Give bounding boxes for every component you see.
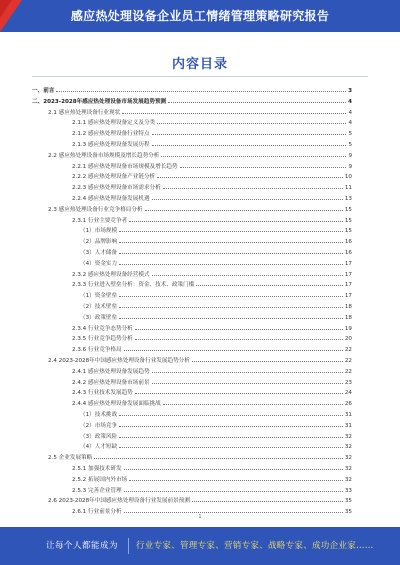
toc-entry-page: 32 xyxy=(344,455,352,462)
toc-entry-page: 31 xyxy=(344,412,352,418)
toc-entry[interactable] xyxy=(32,96,352,105)
toc-entry-page: 17 xyxy=(344,271,352,278)
toc-leader-dots xyxy=(119,436,343,438)
toc-entry[interactable] xyxy=(72,193,352,202)
toc-entry-page: 4 xyxy=(348,120,352,127)
toc-entry[interactable] xyxy=(80,409,352,418)
toc-entry-title: 2.5.3 完善企业管理 xyxy=(72,487,122,494)
toc-entry[interactable] xyxy=(80,441,352,450)
toc-entry[interactable] xyxy=(80,420,352,429)
toc-entry-page: 17 xyxy=(344,282,352,289)
toc-entry[interactable] xyxy=(80,247,352,256)
toc-entry[interactable] xyxy=(80,312,352,321)
toc-entry[interactable] xyxy=(72,463,352,472)
toc-entry-title: 2.4 2023-2028年中国感应热处理设备行业发展趋势分析 xyxy=(48,358,190,364)
toc-entry-page: 32 xyxy=(344,466,352,472)
report-title: 感应热处理设备企业员工情绪管理策略研究报告 xyxy=(70,9,330,23)
toc-entry-page: 5 xyxy=(348,142,352,148)
toc-entry-page: 15 xyxy=(344,206,352,213)
toc-leader-dots xyxy=(152,144,347,146)
toc-entry-page: 3 xyxy=(348,88,352,94)
toc-entry-page: 4 xyxy=(348,109,352,116)
toc-leader-dots xyxy=(163,187,343,189)
toc-leader-dots xyxy=(94,457,343,459)
toc-entry[interactable] xyxy=(48,495,352,504)
toc-title: 内容目录 xyxy=(171,57,228,72)
toc-entry[interactable] xyxy=(72,485,352,494)
toc-entry-page: 9 xyxy=(348,163,352,170)
toc-entry-page: 35 xyxy=(344,498,352,505)
toc-entry-title: （1）技术挑战 xyxy=(80,412,118,418)
toc-leader-dots xyxy=(152,274,343,276)
toc-leader-dots xyxy=(119,306,343,308)
toc-leader-dots xyxy=(124,490,343,492)
toc-entry-title: 2.1 感应热处理设备行业现状 xyxy=(48,109,121,116)
toc-leader-dots xyxy=(119,230,343,232)
toc-entry[interactable] xyxy=(80,258,352,267)
footer-slogan-left: 让每个人都能成为 xyxy=(46,541,119,551)
footer-slogan-right: 行业专家、管理专家、营销专家、战略专家、成功企业家…… xyxy=(136,541,374,551)
toc-leader-dots xyxy=(119,317,343,319)
toc-entry[interactable] xyxy=(72,387,352,396)
toc-entry-page: 32 xyxy=(344,476,352,483)
toc-entry[interactable] xyxy=(72,182,352,191)
toc-entry-title: 2.6 2023-2028年中国感应热处理设备行业发展前景预测 xyxy=(48,498,190,505)
toc-entry-page: 18 xyxy=(344,314,352,321)
toc-entry-title: （3）政策壁垒 xyxy=(80,314,118,321)
toc-entry[interactable] xyxy=(72,474,352,483)
toc-entry-page: 13 xyxy=(344,196,352,202)
toc-entry[interactable] xyxy=(48,204,352,213)
toc-entry[interactable] xyxy=(48,107,352,116)
toc-entry-title: 2.4.2 感应热处理设备市场前景 xyxy=(72,379,150,386)
toc-entry-page: 10 xyxy=(344,174,352,181)
toc-entry-title: 2.3.1 行业主要竞争者 xyxy=(72,217,128,224)
toc-entry[interactable] xyxy=(48,150,352,159)
toc-entry[interactable] xyxy=(72,323,352,332)
toc-leader-dots xyxy=(135,338,343,340)
toc-entry-page: 32 xyxy=(344,444,352,451)
page-number: 1 xyxy=(198,514,202,520)
toc-entry[interactable] xyxy=(80,301,352,310)
toc-entry-title: 2.4.1 感应热处理设备发展趋势 xyxy=(72,368,150,375)
toc-entry-title: （4）人才短缺 xyxy=(80,444,118,451)
toc-entry-title: 2.3.4 行业竞争态势分析 xyxy=(72,325,133,332)
toc-entry[interactable] xyxy=(72,215,352,224)
header-banner xyxy=(0,0,400,32)
toc-entry[interactable] xyxy=(32,85,352,94)
toc-entry[interactable] xyxy=(72,117,352,126)
toc-entry-title: （3）政策风险 xyxy=(80,433,118,440)
toc-entry-title: 2.5.1 加强技术研发 xyxy=(72,466,122,472)
toc-entry-page: 18 xyxy=(344,304,352,310)
toc-entry-page: 22 xyxy=(344,368,352,375)
toc-entry[interactable] xyxy=(80,225,352,234)
toc-leader-dots xyxy=(129,479,343,481)
toc-leader-dots xyxy=(124,468,343,470)
toc-entry-page: 16 xyxy=(344,239,352,246)
toc-entry-page: 19 xyxy=(344,325,352,332)
toc-leader-dots xyxy=(152,133,347,135)
toc-entry-page: 4 xyxy=(348,98,352,105)
toc-entry[interactable] xyxy=(72,269,352,278)
toc-entry-title: 2.2.2 感应热处理设备产业链分析 xyxy=(72,174,156,181)
toc-entry-title: （2）技术壁垒 xyxy=(80,304,118,310)
toc-entry-title: （1）资金壁垒 xyxy=(80,293,118,300)
toc-entry-title: 2.3.3 行业进入壁垒分析：资金、技术、政策门槛 xyxy=(72,282,195,289)
toc-entry[interactable] xyxy=(72,279,352,288)
toc-entry-page: 11 xyxy=(344,185,352,192)
toc-leader-dots xyxy=(163,403,343,405)
toc-leader-dots xyxy=(124,349,343,351)
toc-entry-page: 9 xyxy=(348,152,352,159)
toc-leader-dots xyxy=(119,263,343,265)
toc-entry-title: 2.5.2 拓展国内外市场 xyxy=(72,476,128,483)
toc-entry-page: 16 xyxy=(344,250,352,256)
toc-entry-page: 33 xyxy=(344,487,352,494)
toc-leader-dots xyxy=(135,392,343,394)
toc-entry-page: 17 xyxy=(344,293,352,300)
toc-entry-title: 2.3.2 感应热处理设备经营模式 xyxy=(72,271,150,278)
toc-entry-title: 2.3.5 行业竞争趋势分析 xyxy=(72,336,133,343)
toc-entry-title: （2）品牌影响 xyxy=(80,239,118,246)
toc-divider xyxy=(32,76,368,77)
toc-leader-dots xyxy=(161,155,346,157)
toc-leader-dots xyxy=(119,252,343,254)
toc-entry-title: 2.3 感应热处理设备行业竞争格局分析 xyxy=(48,206,143,213)
toc-leader-dots xyxy=(56,90,346,92)
toc-entry-title: 二、2023-2028年感应热处理设备市场发展趋势预测 xyxy=(32,98,167,105)
toc-entry[interactable] xyxy=(48,452,352,461)
toc-entry-title: 2.1.1 感应热处理设备定义及分类 xyxy=(72,120,156,127)
toc-leader-dots xyxy=(122,112,346,114)
toc-entry[interactable] xyxy=(72,398,352,407)
footer-banner xyxy=(0,527,400,565)
toc-leader-dots xyxy=(124,511,343,513)
toc-entry[interactable] xyxy=(72,377,352,386)
toc-entry-title: 2.2 感应热处理设备市场规模及增长趋势分析 xyxy=(48,152,160,159)
toc-leader-dots xyxy=(152,198,343,200)
toc-leader-dots xyxy=(192,360,343,362)
toc-entry-page: 15 xyxy=(344,228,352,235)
toc-leader-dots xyxy=(119,295,343,297)
toc-leader-dots xyxy=(152,371,343,373)
toc-entry-title: 2.1.2 感应热处理设备行业特点 xyxy=(72,131,150,138)
toc-leader-dots xyxy=(152,382,343,384)
toc-entry-page: 35 xyxy=(344,509,352,516)
toc-entry-page: 15 xyxy=(344,217,352,224)
toc-entry[interactable] xyxy=(48,355,352,364)
toc-entry[interactable] xyxy=(72,171,352,180)
toc-entry-page: 31 xyxy=(344,422,352,429)
toc-entry[interactable] xyxy=(80,431,352,440)
toc-leader-dots xyxy=(119,414,343,416)
toc-entry-title: （2）市场竞争 xyxy=(80,422,118,429)
toc-entry-title: 2.4.4 感应热处理设备发展面临挑战 xyxy=(72,401,161,408)
toc-entry[interactable] xyxy=(80,236,352,245)
toc-leader-dots xyxy=(135,328,343,330)
toc-leader-dots xyxy=(119,446,343,448)
toc-entry[interactable] xyxy=(72,128,352,137)
toc-entry-title: 2.3.6 行业竞争格局 xyxy=(72,347,122,354)
toc-leader-dots xyxy=(168,101,346,103)
toc-entry-title: （1）市场规模 xyxy=(80,228,118,235)
toc-leader-dots xyxy=(157,176,343,178)
toc-leader-dots xyxy=(157,122,346,124)
toc-entry-title: （4）资金实力 xyxy=(80,260,118,267)
toc-leader-dots xyxy=(180,166,347,168)
toc-entry-title: 2.2.4 感应热处理设备发展机遇 xyxy=(72,196,150,202)
toc-entry-page: 22 xyxy=(344,358,352,364)
toc-leader-dots xyxy=(129,220,343,222)
toc-entry-page: 26 xyxy=(344,401,352,408)
toc-entry-page: 5 xyxy=(348,131,352,138)
toc-entry[interactable] xyxy=(72,139,352,148)
toc-entry-title: （3）人才储备 xyxy=(80,250,118,256)
toc-leader-dots xyxy=(119,241,343,243)
toc-entry-page: 24 xyxy=(344,390,352,397)
toc-entry-page: 23 xyxy=(344,379,352,386)
toc-entry-page: 32 xyxy=(344,433,352,440)
toc-entry-title: 一、前言 xyxy=(32,88,55,94)
toc-entry-page: 22 xyxy=(344,347,352,354)
toc-entry-title: 2.6.1 行业前景分析 xyxy=(72,509,122,516)
toc-leader-dots xyxy=(192,500,343,502)
toc-entry[interactable] xyxy=(72,333,352,342)
toc-entry-page: 17 xyxy=(344,260,352,267)
toc-entry-title: 2.4.3 行业技术发展趋势 xyxy=(72,390,133,397)
toc-entry-title: 2.2.3 感应热处理设备市场需求分析 xyxy=(72,185,161,192)
toc-leader-dots xyxy=(196,284,343,286)
toc-entry-title: 2.5 企业发展策略 xyxy=(48,455,93,462)
toc-leader-dots xyxy=(145,209,343,211)
toc-entry[interactable] xyxy=(72,366,352,375)
toc-entry[interactable] xyxy=(80,290,352,299)
toc-entry[interactable] xyxy=(72,161,352,170)
toc-entry-title: 2.2.1 感应热处理设备市场规模及增长趋势 xyxy=(72,163,178,170)
toc-leader-dots xyxy=(119,425,343,427)
toc-entry-title: 2.1.3 感应热处理设备发展历程 xyxy=(72,142,150,148)
toc-entry-page: 20 xyxy=(344,336,352,343)
footer-divider xyxy=(128,538,129,554)
toc-entry[interactable] xyxy=(72,344,352,353)
